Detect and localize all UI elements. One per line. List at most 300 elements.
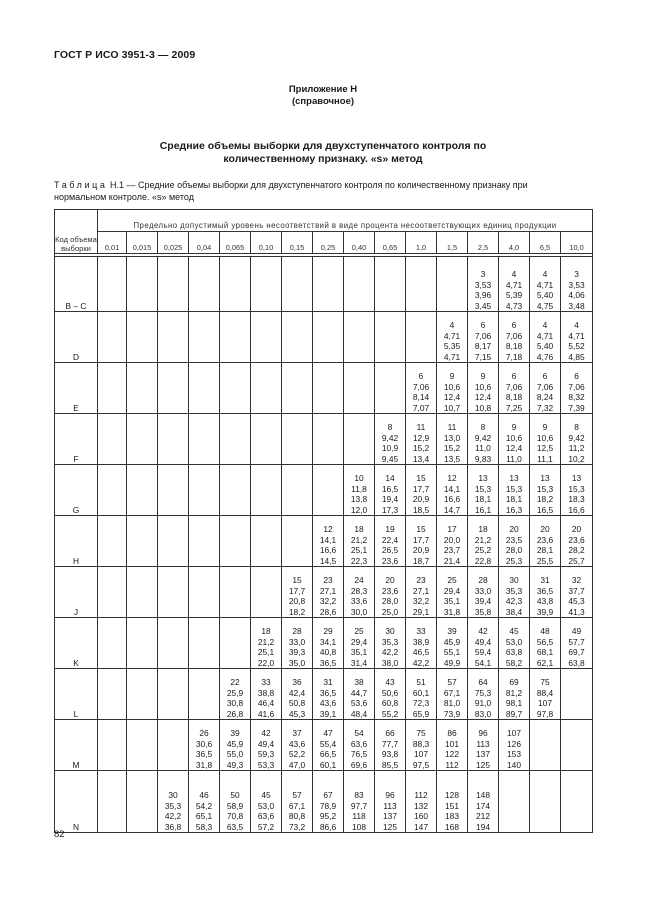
table-cell [406,567,437,618]
cell-value: 45,3 [288,708,306,719]
cell-value: 50,8 [288,698,306,709]
cell-value: 16,6 [443,494,461,505]
cell-value: 49,4 [257,738,275,749]
cell-value: 97,7 [350,800,368,811]
cell-value: 3,53 [474,279,492,290]
cell-value: 25 [447,575,457,586]
cell-value: 42,2 [381,647,399,658]
cell-value: 19 [385,524,395,535]
table-cell [530,669,561,720]
table-cell [406,465,437,516]
cell-value: 69,7 [568,647,585,658]
table-cell [98,516,127,567]
table-cell [499,567,530,618]
table-cell [468,363,499,414]
cell-value: 63,6 [257,811,275,822]
table-cell [468,669,499,720]
cell-value: 11 [447,422,457,433]
table-cell [561,567,593,618]
cell-value: 29,1 [412,606,430,617]
table-cell [158,720,189,771]
table-cell [530,414,561,465]
cell-value: 37,7 [568,585,585,596]
cell-value: 4,71 [536,330,554,341]
cell-value: 11,8 [351,483,367,494]
cell-value: 10,8 [474,402,492,413]
sample-size-code: G [55,465,98,516]
cell-value: 6 [511,320,517,331]
cell-value: 67 [323,790,333,801]
cell-value: 15,2 [443,443,461,454]
cell-value: 9 [449,371,455,382]
cell-value: 168 [445,821,459,832]
cell-value: 75 [416,728,426,739]
cell-value: 59,4 [474,647,492,658]
cell-value: 12,5 [536,443,554,454]
cell-value: 33 [416,626,426,637]
cell-value: 17,3 [381,504,399,515]
cell-value: 16,5 [536,504,554,515]
table-row [55,720,593,771]
cell-value: 107 [507,728,521,739]
aql-level-header: 0,065 [220,232,251,254]
cell-value: 25,5 [536,555,554,566]
cell-value: 12,9 [412,432,430,443]
aql-level-header: 6,5 [530,232,561,254]
cell-value: 8 [387,422,393,433]
cell-value: 183 [445,811,459,822]
aql-level-header: 0,25 [313,232,344,254]
cell-value: 36 [292,677,302,688]
cell-value: 4,06 [568,290,585,301]
cell-value: 4,71 [568,330,585,341]
cell-value: 41,3 [568,606,585,617]
cell-value: 6 [542,371,548,382]
table-cell [313,567,344,618]
table-cell [344,363,375,414]
table-cell [437,257,468,312]
aql-level-header: 2,5 [468,232,499,254]
table-cell [437,618,468,669]
table-cell [98,720,127,771]
cell-value: 20,0 [443,534,461,545]
sample-size-table [54,209,593,833]
cell-value: 13 [540,473,550,484]
table-cell [282,516,313,567]
table-cell [313,465,344,516]
cell-value: 9,45 [381,453,399,464]
cell-value: 21,2 [474,534,492,545]
cell-value: 30 [509,575,519,586]
cell-value: 7,32 [536,402,554,413]
cell-value: 16,3 [505,504,523,515]
cell-value: 57 [292,790,302,801]
cell-value: 8,24 [536,392,554,403]
cell-value: 20 [540,524,550,535]
cell-value: 10,7 [443,402,461,413]
cell-value: 33,0 [288,636,306,647]
cell-value: 18,3 [568,494,585,505]
section-title-line-2: количественному признаку. «s» метод [223,153,423,165]
cell-value: 9,42 [381,432,399,443]
cell-value: 31 [323,677,333,688]
cell-value: 137 [476,749,490,760]
table-cell [375,414,406,465]
cell-value: 29 [323,626,333,637]
cell-value: 39,4 [474,596,492,607]
table-cell [375,516,406,567]
cell-value: 34,1 [319,636,337,647]
cell-value: 46,5 [412,647,430,658]
table-cell [158,516,189,567]
table-cell [98,312,127,363]
cell-value: 23,5 [505,534,523,545]
cell-value: 22,8 [474,555,492,566]
cell-value: 95,2 [319,811,337,822]
cell-value: 78,9 [319,800,337,811]
cell-value: 60,8 [381,698,399,709]
table-cell [282,567,313,618]
cell-value: 38,4 [505,606,523,617]
cell-value: 28,3 [350,585,368,596]
table-cell [251,669,282,720]
cell-value: 97,8 [536,708,554,719]
cell-value: 46,4 [257,698,275,709]
cell-value: 88,3 [412,738,430,749]
cell-value: 27,1 [412,585,430,596]
cell-value: 16,6 [319,545,337,556]
cell-value: 18,5 [412,504,430,515]
aql-level-header: 0,15 [282,232,313,254]
table-cell [468,312,499,363]
table-cell [468,465,499,516]
table-cell [437,669,468,720]
cell-value: 43 [385,677,395,688]
cell-value: 63,8 [568,657,585,668]
cell-value: 20 [385,575,395,586]
cell-value: 8,17 [474,341,492,352]
cell-value: 33 [261,677,271,688]
cell-value: 38,8 [257,687,275,698]
cell-value: 55,1 [443,647,461,658]
cell-value: 45,9 [226,738,244,749]
aql-level-header: 0,025 [158,232,189,254]
table-cell [189,363,220,414]
table-cell [530,312,561,363]
document-header: ГОСТ Р ИСО 3951-3 — 2009 [54,49,196,61]
table-cell [561,516,593,567]
cell-value: 62,1 [536,657,554,668]
cell-value: 7,06 [474,330,492,341]
cell-value: 4,71 [443,330,461,341]
table-cell [189,618,220,669]
cell-value: 10,6 [536,432,554,443]
cell-value: 5,39 [505,290,523,301]
cell-value: 101 [445,738,459,749]
cell-value: 5,40 [536,341,554,352]
table-cell [98,257,127,312]
table-cell [251,771,282,833]
cell-value: 4,71 [443,351,461,362]
cell-value: 30 [385,626,395,637]
cell-value: 23,6 [568,534,585,545]
cell-value: 13 [571,473,582,484]
cell-value: 147 [414,821,428,832]
table-cell [499,618,530,669]
aql-level-header: 1,5 [437,232,468,254]
table-cell [189,771,220,833]
table-cell [344,618,375,669]
cell-value: 118 [352,811,366,822]
cell-value: 21,4 [443,555,461,566]
cell-value: 20 [509,524,519,535]
table-cell [561,414,593,465]
cell-value: 128 [445,790,459,801]
cell-value: 18,2 [288,606,306,617]
cell-value: 39 [447,626,457,637]
cell-value: 49,3 [226,759,244,770]
table-cell [468,771,499,833]
cell-value: 4,71 [505,279,523,290]
cell-value: 54,1 [474,657,492,668]
table-row [55,414,593,465]
cell-value: 3,48 [568,300,585,311]
cell-value: 25,2 [474,545,492,556]
cell-value: 25,7 [568,555,585,566]
table-cell [189,669,220,720]
table-cell [98,567,127,618]
cell-value: 86 [447,728,457,739]
cell-value: 18,1 [505,494,523,505]
table-cell [158,618,189,669]
table-row [55,669,593,720]
table-cell [561,312,593,363]
table-cell [282,771,313,833]
table-cell [468,618,499,669]
cell-value: 13,4 [412,453,430,464]
cell-value: 7,39 [568,402,585,413]
table-cell [189,414,220,465]
cell-value: 63,6 [350,738,368,749]
cell-value: 57 [447,677,457,688]
cell-value: 125 [476,759,490,770]
table-cell [251,618,282,669]
cell-value: 52,2 [288,749,306,760]
cell-value: 60,1 [319,759,337,770]
table-cell [98,363,127,414]
cell-value: 5,35 [443,341,461,352]
table-cell [220,618,251,669]
cell-value: 35,1 [350,647,368,658]
cell-value: 33,6 [350,596,368,607]
cell-value: 11 [416,422,426,433]
table-cell [251,516,282,567]
cell-value: 30,0 [350,606,368,617]
cell-value: 31,4 [350,657,368,668]
cell-value: 20 [571,524,582,535]
table-body [55,254,593,833]
cell-value: 21,2 [257,636,275,647]
aql-level-header: 0,65 [375,232,406,254]
cell-value: 25 [354,626,364,637]
cell-value: 15 [292,575,302,586]
table-cell [282,257,313,312]
cell-value: 25,1 [257,647,275,658]
cell-value: 7,18 [505,351,523,362]
cell-value: 137 [383,811,397,822]
table-cell [406,720,437,771]
cell-value: 59,3 [257,749,275,760]
cell-value: 45 [509,626,519,637]
table-cell [406,516,437,567]
cell-value: 81,0 [443,698,461,709]
cell-value: 32,2 [319,596,337,607]
cell-value: 10 [354,473,364,484]
cell-value: 53,6 [350,698,368,709]
cell-value: 69 [509,677,519,688]
cell-value: 23 [323,575,333,586]
table-cell [127,414,158,465]
cell-value: 16,6 [568,504,585,515]
cell-value: 57,7 [568,636,585,647]
table-cell [406,363,437,414]
cell-value: 55,0 [226,749,244,760]
cell-value: 32 [571,575,582,586]
cell-value: 107 [414,749,428,760]
cell-value: 4,85 [568,351,585,362]
cell-value: 3,53 [568,279,585,290]
table-cell [375,465,406,516]
cell-value: 54,2 [195,800,213,811]
cell-value: 36,5 [319,657,337,668]
table-cell [127,567,158,618]
table-cell [437,516,468,567]
cell-value: 35,3 [505,585,523,596]
cell-value: 50 [230,790,240,801]
table-cell [220,414,251,465]
table-cell [530,257,561,312]
cell-value: 15,3 [474,483,492,494]
cell-value: 12 [447,473,457,484]
cell-value: 83,0 [474,708,492,719]
cell-value: 17,7 [288,585,306,596]
table-cell [98,414,127,465]
table-cell [220,363,251,414]
cell-value: 6 [511,371,517,382]
cell-value: 194 [476,821,490,832]
table-cell [127,516,158,567]
table-cell [127,669,158,720]
table-cell [313,771,344,833]
cell-value: 93,8 [381,749,399,760]
cell-value: 7,06 [412,381,430,392]
table-cell [406,618,437,669]
cell-value: 49 [571,626,582,637]
table-cell [499,771,530,833]
aql-levels-row [55,232,593,254]
cell-value: 14,5 [319,555,337,566]
cell-value: 107 [538,698,552,709]
table-row [55,257,593,312]
table-cell [375,567,406,618]
cell-value: 140 [507,759,521,770]
table-cell [375,257,406,312]
table-cell [561,771,593,833]
cell-value: 37 [292,728,302,739]
cell-value: 3 [480,269,486,280]
cell-value: 153 [507,749,521,760]
cell-value: 48,4 [350,708,368,719]
table-cell [406,257,437,312]
table-cell [251,414,282,465]
cell-value: 43,6 [288,738,306,749]
cell-value: 20,9 [412,494,430,505]
cell-value: 96 [478,728,488,739]
code-column-header: Код объема выборки [55,210,98,254]
cell-value: 8,18 [505,341,523,352]
cell-value: 4,73 [505,300,523,311]
cell-value: 4,75 [536,300,554,311]
table-cell [561,363,593,414]
cell-value: 21,2 [350,534,368,545]
cell-value: 42,4 [288,687,306,698]
cell-value: 13,0 [443,432,461,443]
table-cell [98,669,127,720]
cell-value: 98,1 [505,698,523,709]
table-cell [251,465,282,516]
table-cell [468,257,499,312]
sample-size-code: K [55,618,98,669]
cell-value: 5,40 [536,290,554,301]
table-cell [375,312,406,363]
table-cell [437,465,468,516]
cell-value: 8,32 [568,392,585,403]
cell-value: 13,5 [443,453,461,464]
cell-value: 4 [449,320,455,331]
table-cell [313,618,344,669]
table-cell [344,669,375,720]
aql-level-header: 0,40 [344,232,375,254]
table-cell [282,312,313,363]
cell-value: 30,6 [195,738,213,749]
cell-value: 17 [447,524,457,535]
cell-value: 6 [418,371,424,382]
cell-value: 9,42 [568,432,585,443]
cell-value: 22,0 [257,657,275,668]
cell-value: 12,4 [474,392,492,403]
table-row [55,363,593,414]
table-cell [375,720,406,771]
cell-value: 80,8 [288,811,306,822]
cell-value: 11,1 [537,453,553,464]
table-row [55,516,593,567]
table-header-row [55,210,593,232]
cell-value: 64 [478,677,488,688]
cell-value: 212 [476,811,490,822]
cell-value: 15,2 [412,443,430,454]
cell-value: 66,5 [319,749,337,760]
cell-value: 7,06 [568,381,585,392]
table-cell [313,257,344,312]
cell-value: 26,8 [226,708,244,719]
cell-value: 13 [509,473,519,484]
table-cell [282,465,313,516]
cell-value: 26 [199,728,209,739]
cell-value: 7,15 [474,351,492,362]
cell-value: 28,0 [505,545,523,556]
sample-size-code: D [55,312,98,363]
cell-value: 9,83 [474,453,492,464]
